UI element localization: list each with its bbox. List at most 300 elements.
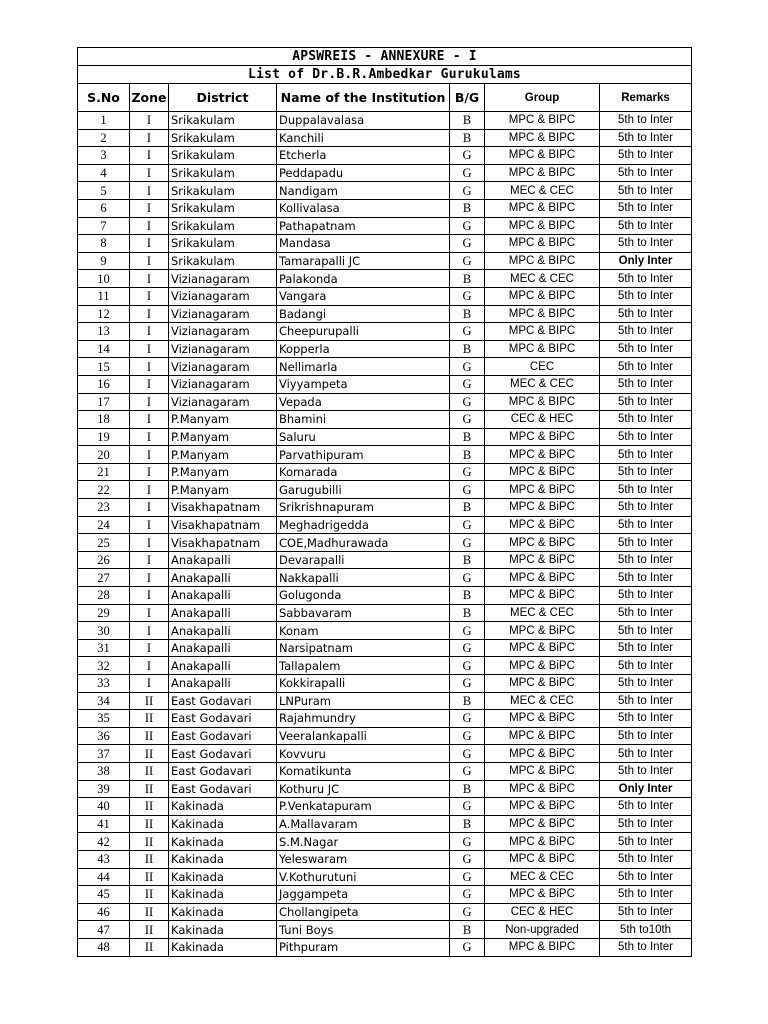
cell-remarks: 5th to Inter [600, 147, 692, 165]
table-row [78, 868, 692, 886]
cell-district: Srikakulam [169, 112, 277, 130]
cell-institution: Etcherla [277, 147, 450, 165]
header-remarks: Remarks [600, 84, 692, 112]
cell-remarks: 5th to Inter [600, 481, 692, 499]
cell-sno: 43 [78, 850, 130, 868]
cell-zone: I [130, 657, 169, 675]
cell-group: CEC [485, 358, 600, 376]
table-row [78, 393, 692, 411]
cell-zone: II [130, 886, 169, 904]
cell-group: MPC & BiPC [485, 446, 600, 464]
cell-zone: I [130, 604, 169, 622]
cell-zone: I [130, 164, 169, 182]
cell-group: MPC & BIPC [485, 727, 600, 745]
cell-sno: 20 [78, 446, 130, 464]
cell-sno: 30 [78, 622, 130, 640]
cell-sno: 5 [78, 182, 130, 200]
cell-bg: G [450, 657, 485, 675]
cell-group: MPC & BIPC [485, 147, 600, 165]
cell-zone: I [130, 199, 169, 217]
cell-zone: I [130, 358, 169, 376]
cell-district: Srikakulam [169, 252, 277, 270]
cell-group: MPC & BiPC [485, 815, 600, 833]
cell-institution: Kanchili [277, 129, 450, 147]
cell-bg: B [450, 780, 485, 798]
cell-sno: 46 [78, 903, 130, 921]
cell-district: Srikakulam [169, 182, 277, 200]
cell-institution: Sabbavaram [277, 604, 450, 622]
cell-bg: G [450, 569, 485, 587]
cell-institution: Narsipatnam [277, 639, 450, 657]
table-row [78, 340, 692, 358]
table-row [78, 587, 692, 605]
cell-remarks: 5th to Inter [600, 727, 692, 745]
cell-district: Kakinada [169, 833, 277, 851]
cell-remarks: 5th to Inter [600, 675, 692, 693]
cell-sno: 44 [78, 868, 130, 886]
cell-zone: II [130, 727, 169, 745]
cell-remarks: 5th to Inter [600, 164, 692, 182]
table-row [78, 780, 692, 798]
cell-sno: 17 [78, 393, 130, 411]
cell-sno: 42 [78, 833, 130, 851]
table-row [78, 622, 692, 640]
cell-group: MPC & BiPC [485, 850, 600, 868]
cell-district: Visakhapatnam [169, 516, 277, 534]
cell-sno: 2 [78, 129, 130, 147]
cell-remarks: Only Inter [600, 252, 692, 270]
cell-group: MPC & BiPC [485, 780, 600, 798]
cell-remarks: 5th to Inter [600, 587, 692, 605]
cell-remarks: 5th to Inter [600, 129, 692, 147]
cell-sno: 40 [78, 798, 130, 816]
table-row [78, 534, 692, 552]
cell-bg: G [450, 411, 485, 429]
cell-bg: G [450, 358, 485, 376]
table-row [78, 375, 692, 393]
cell-sno: 29 [78, 604, 130, 622]
cell-institution: Rajahmundry [277, 710, 450, 728]
table-row [78, 569, 692, 587]
cell-zone: II [130, 903, 169, 921]
cell-district: Kakinada [169, 938, 277, 956]
cell-bg: B [450, 112, 485, 130]
cell-district: Kakinada [169, 815, 277, 833]
cell-remarks: 5th to Inter [600, 393, 692, 411]
cell-district: East Godavari [169, 727, 277, 745]
cell-bg: B [450, 428, 485, 446]
cell-group: MPC & BIPC [485, 287, 600, 305]
cell-remarks: 5th to Inter [600, 692, 692, 710]
annexure-title: APSWREIS - ANNEXURE - I [78, 48, 692, 66]
cell-institution: LNPuram [277, 692, 450, 710]
cell-group: MPC & BIPC [485, 252, 600, 270]
cell-institution: Saluru [277, 428, 450, 446]
cell-remarks: 5th to Inter [600, 569, 692, 587]
cell-remarks: 5th to Inter [600, 639, 692, 657]
cell-district: P.Manyam [169, 481, 277, 499]
cell-sno: 36 [78, 727, 130, 745]
title-row-1 [78, 48, 692, 66]
cell-sno: 8 [78, 235, 130, 253]
cell-group: MPC & BIPC [485, 235, 600, 253]
cell-sno: 33 [78, 675, 130, 693]
cell-group: MEC & CEC [485, 604, 600, 622]
cell-bg: G [450, 217, 485, 235]
cell-institution: Veeralankapalli [277, 727, 450, 745]
cell-institution: Parvathipuram [277, 446, 450, 464]
cell-bg: G [450, 375, 485, 393]
cell-zone: I [130, 287, 169, 305]
cell-institution: Srikrishnapuram [277, 499, 450, 517]
cell-institution: COE,Madhurawada [277, 534, 450, 552]
cell-institution: Tallapalem [277, 657, 450, 675]
cell-bg: G [450, 463, 485, 481]
table-row [78, 692, 692, 710]
cell-district: Kakinada [169, 921, 277, 939]
cell-district: East Godavari [169, 762, 277, 780]
cell-institution: Nellimarla [277, 358, 450, 376]
cell-sno: 11 [78, 287, 130, 305]
cell-zone: I [130, 622, 169, 640]
cell-group: MPC & BiPC [485, 886, 600, 904]
cell-zone: I [130, 516, 169, 534]
cell-remarks: 5th to Inter [600, 323, 692, 341]
cell-group: MPC & BiPC [485, 463, 600, 481]
cell-remarks: 5th to Inter [600, 868, 692, 886]
cell-remarks: 5th to Inter [600, 358, 692, 376]
cell-sno: 26 [78, 551, 130, 569]
cell-zone: I [130, 587, 169, 605]
cell-sno: 7 [78, 217, 130, 235]
cell-zone: I [130, 428, 169, 446]
cell-remarks: 5th to Inter [600, 604, 692, 622]
cell-group: MPC & BiPC [485, 534, 600, 552]
cell-bg: G [450, 868, 485, 886]
table-row [78, 411, 692, 429]
cell-zone: II [130, 762, 169, 780]
cell-sno: 41 [78, 815, 130, 833]
cell-bg: G [450, 287, 485, 305]
table-row [78, 798, 692, 816]
cell-remarks: 5th to Inter [600, 657, 692, 675]
cell-institution: Garugubilli [277, 481, 450, 499]
cell-sno: 10 [78, 270, 130, 288]
cell-bg: G [450, 516, 485, 534]
cell-district: Vizianagaram [169, 323, 277, 341]
table-row [78, 499, 692, 517]
cell-bg: G [450, 727, 485, 745]
cell-group: MPC & BiPC [485, 481, 600, 499]
cell-group: MPC & BiPC [485, 499, 600, 517]
table-row [78, 675, 692, 693]
cell-institution: S.M.Nagar [277, 833, 450, 851]
cell-institution: Tamarapalli JC [277, 252, 450, 270]
cell-remarks: 5th to Inter [600, 217, 692, 235]
cell-bg: G [450, 938, 485, 956]
cell-bg: G [450, 639, 485, 657]
table-row [78, 164, 692, 182]
cell-bg: G [450, 182, 485, 200]
header-row [78, 84, 692, 112]
cell-sno: 37 [78, 745, 130, 763]
cell-group: MPC & BIPC [485, 938, 600, 956]
table-row [78, 938, 692, 956]
cell-sno: 32 [78, 657, 130, 675]
cell-bg: G [450, 323, 485, 341]
cell-district: P.Manyam [169, 411, 277, 429]
cell-group: MPC & BIPC [485, 129, 600, 147]
cell-bg: B [450, 551, 485, 569]
cell-institution: Vangara [277, 287, 450, 305]
cell-institution: Chollangipeta [277, 903, 450, 921]
table-row [78, 463, 692, 481]
cell-sno: 16 [78, 375, 130, 393]
cell-sno: 27 [78, 569, 130, 587]
cell-zone: I [130, 112, 169, 130]
cell-sno: 38 [78, 762, 130, 780]
cell-sno: 35 [78, 710, 130, 728]
cell-institution: Komatikunta [277, 762, 450, 780]
cell-district: P.Manyam [169, 446, 277, 464]
cell-zone: II [130, 938, 169, 956]
cell-institution: A.Mallavaram [277, 815, 450, 833]
cell-district: Anakapalli [169, 639, 277, 657]
cell-remarks: 5th to Inter [600, 622, 692, 640]
table-row [78, 762, 692, 780]
cell-bg: G [450, 393, 485, 411]
cell-district: Vizianagaram [169, 375, 277, 393]
cell-district: Srikakulam [169, 129, 277, 147]
cell-bg: G [450, 710, 485, 728]
table-row [78, 815, 692, 833]
cell-zone: I [130, 675, 169, 693]
cell-bg: G [450, 481, 485, 499]
cell-bg: B [450, 270, 485, 288]
cell-district: East Godavari [169, 692, 277, 710]
cell-institution: Badangi [277, 305, 450, 323]
cell-district: P.Manyam [169, 463, 277, 481]
cell-bg: B [450, 129, 485, 147]
table-row [78, 252, 692, 270]
cell-district: Srikakulam [169, 235, 277, 253]
cell-institution: Vepada [277, 393, 450, 411]
cell-sno: 23 [78, 499, 130, 517]
cell-sno: 9 [78, 252, 130, 270]
cell-institution: Viyyampeta [277, 375, 450, 393]
table-row [78, 358, 692, 376]
cell-remarks: 5th to Inter [600, 745, 692, 763]
cell-group: Non-upgraded [485, 921, 600, 939]
cell-zone: I [130, 129, 169, 147]
table-row [78, 481, 692, 499]
cell-group: MPC & BIPC [485, 164, 600, 182]
cell-zone: II [130, 798, 169, 816]
cell-institution: Bhamini [277, 411, 450, 429]
cell-group: MPC & BiPC [485, 745, 600, 763]
cell-district: Kakinada [169, 886, 277, 904]
cell-district: Srikakulam [169, 147, 277, 165]
cell-remarks: 5th to Inter [600, 499, 692, 517]
cell-bg: G [450, 164, 485, 182]
cell-zone: II [130, 868, 169, 886]
cell-remarks: 5th to Inter [600, 428, 692, 446]
cell-group: MEC & CEC [485, 182, 600, 200]
list-title: List of Dr.B.R.Ambedkar Gurukulams [78, 66, 692, 84]
cell-zone: II [130, 780, 169, 798]
cell-zone: I [130, 446, 169, 464]
cell-institution: Peddapadu [277, 164, 450, 182]
cell-district: Vizianagaram [169, 340, 277, 358]
cell-district: Kakinada [169, 868, 277, 886]
cell-district: Vizianagaram [169, 287, 277, 305]
title-row-2 [78, 66, 692, 84]
cell-bg: B [450, 305, 485, 323]
table-row [78, 428, 692, 446]
cell-group: MEC & CEC [485, 692, 600, 710]
cell-institution: Pathapatnam [277, 217, 450, 235]
cell-zone: I [130, 481, 169, 499]
cell-bg: B [450, 921, 485, 939]
cell-remarks: 5th to Inter [600, 235, 692, 253]
cell-group: MPC & BiPC [485, 798, 600, 816]
cell-institution: Pithpuram [277, 938, 450, 956]
cell-sno: 18 [78, 411, 130, 429]
cell-bg: G [450, 147, 485, 165]
cell-bg: G [450, 850, 485, 868]
cell-district: Anakapalli [169, 569, 277, 587]
cell-zone: I [130, 375, 169, 393]
cell-sno: 45 [78, 886, 130, 904]
cell-group: MPC & BIPC [485, 199, 600, 217]
cell-institution: Komarada [277, 463, 450, 481]
cell-institution: Jaggampeta [277, 886, 450, 904]
table-row [78, 323, 692, 341]
cell-zone: I [130, 217, 169, 235]
cell-bg: G [450, 252, 485, 270]
table-row [78, 270, 692, 288]
cell-remarks: 5th to Inter [600, 516, 692, 534]
cell-district: Kakinada [169, 850, 277, 868]
cell-zone: I [130, 147, 169, 165]
cell-bg: G [450, 235, 485, 253]
cell-bg: B [450, 340, 485, 358]
cell-remarks: 5th to Inter [600, 886, 692, 904]
cell-bg: G [450, 903, 485, 921]
cell-institution: Tuni Boys [277, 921, 450, 939]
cell-remarks: 5th to Inter [600, 446, 692, 464]
cell-group: MPC & BIPC [485, 217, 600, 235]
cell-institution: Konam [277, 622, 450, 640]
cell-group: MPC & BIPC [485, 305, 600, 323]
cell-institution: Mandasa [277, 235, 450, 253]
cell-district: Kakinada [169, 903, 277, 921]
cell-group: CEC & HEC [485, 903, 600, 921]
cell-group: MPC & BiPC [485, 587, 600, 605]
cell-group: MEC & CEC [485, 270, 600, 288]
cell-group: MPC & BiPC [485, 569, 600, 587]
table-row [78, 516, 692, 534]
cell-institution: Kothuru JC [277, 780, 450, 798]
cell-group: MPC & BiPC [485, 516, 600, 534]
table-row [78, 147, 692, 165]
cell-zone: II [130, 850, 169, 868]
cell-remarks: 5th to Inter [600, 850, 692, 868]
header-bg: B/G [450, 84, 485, 112]
table-row [78, 217, 692, 235]
cell-sno: 28 [78, 587, 130, 605]
cell-sno: 39 [78, 780, 130, 798]
cell-zone: I [130, 235, 169, 253]
cell-remarks: 5th to Inter [600, 463, 692, 481]
table-row [78, 727, 692, 745]
cell-bg: G [450, 534, 485, 552]
cell-group: MPC & BiPC [485, 657, 600, 675]
cell-sno: 48 [78, 938, 130, 956]
cell-remarks: 5th to Inter [600, 305, 692, 323]
table-row [78, 182, 692, 200]
cell-institution: Yeleswaram [277, 850, 450, 868]
header-institution: Name of the Institution [277, 84, 450, 112]
cell-bg: B [450, 815, 485, 833]
cell-remarks: 5th to Inter [600, 938, 692, 956]
cell-district: Anakapalli [169, 604, 277, 622]
cell-remarks: 5th to Inter [600, 182, 692, 200]
cell-bg: G [450, 622, 485, 640]
cell-institution: P.Venkatapuram [277, 798, 450, 816]
cell-zone: I [130, 305, 169, 323]
cell-sno: 34 [78, 692, 130, 710]
table-row [78, 850, 692, 868]
cell-bg: B [450, 499, 485, 517]
cell-institution: Nakkapalli [277, 569, 450, 587]
cell-zone: I [130, 323, 169, 341]
cell-institution: Golugonda [277, 587, 450, 605]
cell-zone: II [130, 815, 169, 833]
cell-bg: G [450, 798, 485, 816]
cell-sno: 13 [78, 323, 130, 341]
cell-group: MPC & BiPC [485, 675, 600, 693]
cell-district: Vizianagaram [169, 270, 277, 288]
cell-district: Srikakulam [169, 217, 277, 235]
cell-institution: Devarapalli [277, 551, 450, 569]
cell-zone: I [130, 340, 169, 358]
table-row [78, 446, 692, 464]
table-row [78, 604, 692, 622]
cell-institution: Kovvuru [277, 745, 450, 763]
cell-district: Anakapalli [169, 675, 277, 693]
cell-bg: G [450, 675, 485, 693]
cell-sno: 3 [78, 147, 130, 165]
cell-sno: 15 [78, 358, 130, 376]
cell-district: Anakapalli [169, 551, 277, 569]
cell-sno: 47 [78, 921, 130, 939]
cell-zone: II [130, 745, 169, 763]
cell-remarks: 5th to Inter [600, 762, 692, 780]
cell-zone: I [130, 499, 169, 517]
cell-group: CEC & HEC [485, 411, 600, 429]
table-row [78, 551, 692, 569]
cell-bg: G [450, 762, 485, 780]
cell-bg: G [450, 745, 485, 763]
table-row [78, 199, 692, 217]
cell-institution: Duppalavalasa [277, 112, 450, 130]
cell-remarks: Only Inter [600, 780, 692, 798]
cell-district: Visakhapatnam [169, 534, 277, 552]
cell-zone: I [130, 411, 169, 429]
table-row [78, 745, 692, 763]
cell-group: MEC & CEC [485, 375, 600, 393]
